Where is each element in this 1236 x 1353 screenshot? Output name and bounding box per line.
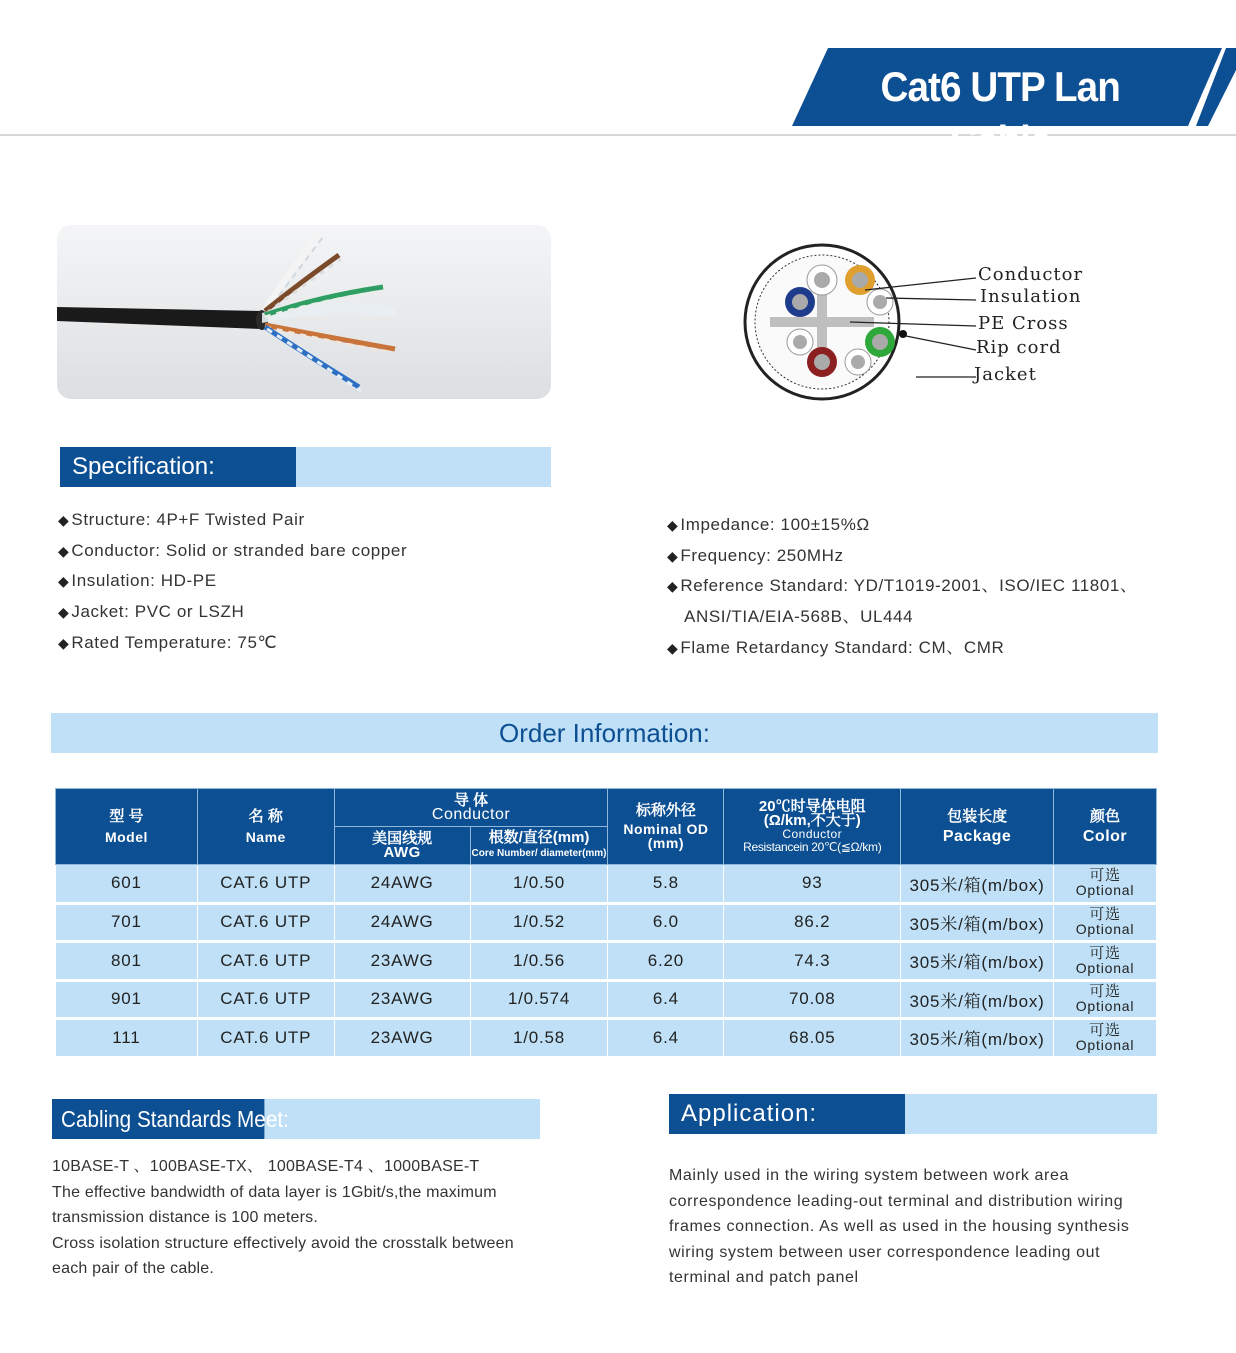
cell-model: 801 xyxy=(56,942,198,981)
cell-od: 5.8 xyxy=(608,865,724,904)
spec-item: ◆ Insulation: HD-PE xyxy=(58,571,217,591)
cable-illustration xyxy=(57,225,551,399)
cell-awg: 23AWG xyxy=(334,980,470,1019)
col-nominal-od: 标称外径 Nominal OD (mm) xyxy=(608,789,724,865)
table-row xyxy=(56,942,1157,981)
cell-pkg: 305米/箱(m/box) xyxy=(901,942,1054,981)
cross-section-diagram xyxy=(740,222,1180,422)
table-row xyxy=(56,1019,1157,1058)
spec-item: ◆ Impedance: 100±15%Ω xyxy=(667,515,870,534)
cabling-header xyxy=(52,1099,540,1139)
diamond-icon: ◆ xyxy=(58,634,70,651)
diamond-icon: ◆ xyxy=(58,604,70,621)
cell-od: 6.0 xyxy=(608,903,724,942)
diamond-icon: ◆ xyxy=(667,547,679,564)
spec-list-left xyxy=(58,505,407,658)
color-zh: 可选 xyxy=(1089,983,1121,1001)
cell-awg: 24AWG xyxy=(334,865,470,904)
table-row xyxy=(56,903,1157,942)
cross-section-drawing xyxy=(740,222,1180,422)
cell-color xyxy=(1054,903,1157,942)
diamond-icon: ◆ xyxy=(58,542,70,559)
cell-od: 6.4 xyxy=(608,980,724,1019)
label-insulation: Insulation xyxy=(980,286,1082,307)
cell-color xyxy=(1054,942,1157,981)
specification-title: Specification: xyxy=(60,447,296,487)
spec-item: ◆ Frequency: 250MHz xyxy=(667,545,844,565)
spec-item: ◆ Conductor: Solid or stranded bare copper xyxy=(58,540,408,560)
cell-awg: 23AWG xyxy=(334,1019,470,1058)
cell-pkg: 305米/箱(m/box) xyxy=(901,1019,1054,1058)
cell-name: CAT.6 UTP xyxy=(197,865,334,904)
col-color: 颜色 Color xyxy=(1054,789,1157,865)
cell-pkg: 305米/箱(m/box) xyxy=(901,980,1054,1019)
cell-res: 68.05 xyxy=(724,1019,901,1058)
cell-res: 86.2 xyxy=(724,903,901,942)
cell-core: 1/0.52 xyxy=(470,903,608,942)
col-core: 根数/直径(mm) Core Number/ diameter(mm) xyxy=(470,827,608,865)
color-zh: 可选 xyxy=(1089,1021,1121,1039)
cell-model: 111 xyxy=(56,1019,198,1058)
diamond-icon: ◆ xyxy=(58,512,70,528)
color-en: Optional xyxy=(1075,1036,1135,1053)
cell-color xyxy=(1054,980,1157,1019)
cable-photo xyxy=(57,225,551,399)
label-jacket: Jacket xyxy=(974,364,1037,385)
col-conductor: 导 体 Conductor xyxy=(334,789,608,827)
cell-od: 6.20 xyxy=(608,942,724,981)
diamond-icon: ◆ xyxy=(667,578,679,595)
table-row xyxy=(56,865,1157,904)
cell-model: 901 xyxy=(56,980,198,1019)
cell-pkg: 305米/箱(m/box) xyxy=(901,865,1054,904)
cell-awg: 23AWG xyxy=(334,942,470,981)
label-pe-cross: PE Cross xyxy=(978,313,1069,334)
diamond-icon: ◆ xyxy=(667,639,679,656)
cabling-text: 10BASE-T 、100BASE-TX、 100BASE-T4 、1000BASE-T The effective bandwidth of data layer is 1Gbit/s,the maximum transmission distance is 100 meters. Cross isolation structure effectively avoid the crosstalk between each pair of the cable. xyxy=(52,1158,514,1277)
diamond-icon: ◆ xyxy=(667,517,679,533)
cell-color xyxy=(1054,865,1157,904)
cell-core: 1/0.56 xyxy=(470,942,608,981)
cell-model: 701 xyxy=(56,903,198,942)
spec-item-continuation: ANSI/TIA/EIA-568B、UL444 xyxy=(684,607,914,627)
application-header xyxy=(669,1094,1157,1134)
spec-list-right xyxy=(667,510,1138,663)
application-text: Mainly used in the wiring system between work area correspondence leading-out terminal and distribution wiring frames connection. As well as used in the housing synthesis wiring system between user correspondence leading out terminal and patch panel xyxy=(669,1167,1130,1286)
spec-item: ◆ Flame Retardancy Standard: CM、CMR xyxy=(667,637,1005,657)
cell-core: 1/0.58 xyxy=(470,1019,608,1058)
color-zh: 可选 xyxy=(1089,944,1121,962)
spec-item: ◆ Reference Standard: YD/T1019-2001、ISO/IEC 11801、 xyxy=(667,576,1138,596)
col-package: 包装长度 Package xyxy=(901,789,1054,865)
col-model: 型 号 Model xyxy=(56,789,198,865)
col-awg: 美国线规 AWG xyxy=(334,827,470,865)
specification-header xyxy=(60,447,551,487)
color-zh: 可选 xyxy=(1089,867,1121,885)
color-en: Optional xyxy=(1075,998,1135,1015)
spec-item: ◆ Structure: 4P+F Twisted Pair xyxy=(58,510,305,529)
label-conductor: Conductor xyxy=(978,264,1084,285)
cell-res: 70.08 xyxy=(724,980,901,1019)
cell-name: CAT.6 UTP xyxy=(197,1019,334,1058)
cabling-title: Cabling Standards Meet: xyxy=(52,1099,264,1139)
cell-name: CAT.6 UTP xyxy=(197,980,334,1019)
col-resistance: 20℃时导体电阻 (Ω/km,不大于) Conductor Resistancein 20℃(≦Ω/km) xyxy=(724,789,901,865)
cell-name: CAT.6 UTP xyxy=(197,942,334,981)
cell-model: 601 xyxy=(56,865,198,904)
spec-item: ◆ Jacket: PVC or LSZH xyxy=(58,602,245,622)
cell-name: CAT.6 UTP xyxy=(197,903,334,942)
cell-color xyxy=(1054,1019,1157,1058)
order-table xyxy=(55,788,1157,1059)
page-title: Cat6 UTP Lan Cable xyxy=(880,63,1120,164)
cell-awg: 24AWG xyxy=(334,903,470,942)
col-name: 名 称 Name xyxy=(197,789,334,865)
order-information-header: Order Information: xyxy=(51,713,1158,753)
cell-res: 74.3 xyxy=(724,942,901,981)
cell-res: 93 xyxy=(724,865,901,904)
color-zh: 可选 xyxy=(1089,906,1121,924)
cell-core: 1/0.50 xyxy=(470,865,608,904)
color-en: Optional xyxy=(1075,921,1135,938)
cell-pkg: 305米/箱(m/box) xyxy=(901,903,1054,942)
diamond-icon: ◆ xyxy=(58,573,70,590)
cell-od: 6.4 xyxy=(608,1019,724,1058)
table-row xyxy=(56,980,1157,1019)
color-en: Optional xyxy=(1075,959,1135,976)
cell-core: 1/0.574 xyxy=(470,980,608,1019)
label-rip-cord: Rip cord xyxy=(976,337,1062,358)
spec-item: ◆ Rated Temperature: 75℃ xyxy=(58,632,278,652)
color-en: Optional xyxy=(1075,882,1135,899)
application-title: Application: xyxy=(669,1094,905,1134)
